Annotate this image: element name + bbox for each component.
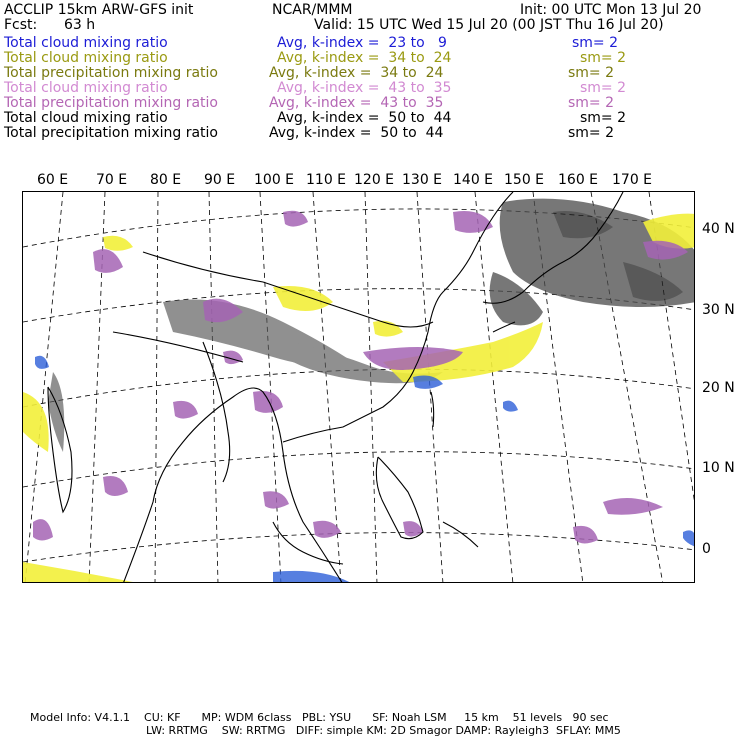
init-time: Init: 00 UTC Mon 13 Jul 20 — [520, 2, 702, 18]
legend-name-1: Total cloud mixing ratio — [4, 35, 168, 51]
legend-sm-1: sm= 2 — [572, 35, 619, 51]
lon-label: 170 E — [612, 172, 653, 188]
lon-label: 140 E — [453, 172, 494, 188]
legend-sm-5: sm= 2 — [568, 95, 615, 111]
legend-name-5: Total precipitation mixing ratio — [4, 95, 218, 111]
model-info-line-1: Model Info: V4.1.1 CU: KF MP: WDM 6class PBL: YSU SF: Noah LSM 15 km 51 levels 90 sec — [30, 711, 609, 724]
lon-label: 70 E — [96, 172, 128, 188]
legend-stat-2: Avg, k-index = 34 to 24 — [277, 50, 452, 66]
valid-time: Valid: 15 UTC Wed 15 Jul 20 (00 JST Thu 16 Jul 20) — [314, 17, 664, 33]
legend-name-6: Total cloud mixing ratio — [4, 110, 168, 126]
lon-label: 150 E — [504, 172, 545, 188]
run-title: ACCLIP 15km ARW-GFS init — [4, 2, 194, 18]
legend-name-7: Total precipitation mixing ratio — [4, 125, 218, 141]
lat-label: 40 N — [702, 221, 735, 237]
legend-name-3: Total precipitation mixing ratio — [4, 65, 218, 81]
lon-label: 110 E — [306, 172, 347, 188]
forecast-label: Fcst: — [4, 17, 38, 33]
meridian-line — [365, 192, 377, 583]
lon-label: 160 E — [558, 172, 599, 188]
legend-sm-3: sm= 2 — [568, 65, 615, 81]
legend-sm-4: sm= 2 — [580, 80, 627, 96]
forecast-hours: 63 h — [64, 17, 96, 33]
legend-stat-7: Avg, k-index = 50 to 44 — [269, 125, 444, 141]
organization: NCAR/MMM — [272, 2, 353, 18]
legend-sm-7: sm= 2 — [568, 125, 615, 141]
legend-name-2: Total cloud mixing ratio — [4, 50, 168, 66]
lon-label: 90 E — [204, 172, 236, 188]
legend-sm-2: sm= 2 — [580, 50, 627, 66]
lat-label: 30 N — [702, 302, 735, 318]
meridian-line — [209, 192, 218, 583]
lon-label: 120 E — [354, 172, 395, 188]
meridian-line — [155, 192, 158, 583]
meridian-line — [260, 192, 281, 583]
forecast-map — [22, 191, 695, 583]
legend-sm-6: sm= 2 — [580, 110, 627, 126]
legend-stat-3: Avg, k-index = 34 to 24 — [269, 65, 444, 81]
lon-label: 100 E — [254, 172, 295, 188]
lon-label: 80 E — [150, 172, 182, 188]
legend-stat-1: Avg, k-index = 23 to 9 — [277, 35, 447, 51]
parallel-line — [23, 452, 695, 487]
legend-stat-6: Avg, k-index = 50 to 44 — [277, 110, 452, 126]
lat-label: 10 N — [702, 460, 735, 476]
lat-label: 0 — [702, 541, 711, 557]
lat-label: 20 N — [702, 380, 735, 396]
lon-label: 130 E — [402, 172, 443, 188]
low-cloud-field — [35, 356, 695, 583]
model-info-line-2: LW: RRTMG SW: RRTMG DIFF: simple KM: 2D Smagor DAMP: Rayleigh3 SFLAY: MM5 — [146, 724, 621, 737]
map-canvas — [23, 192, 695, 583]
legend-stat-4: Avg, k-index = 43 to 35 — [277, 80, 452, 96]
legend-name-4: Total cloud mixing ratio — [4, 80, 168, 96]
legend-stat-5: Avg, k-index = 43 to 35 — [269, 95, 444, 111]
lon-label: 60 E — [37, 172, 69, 188]
